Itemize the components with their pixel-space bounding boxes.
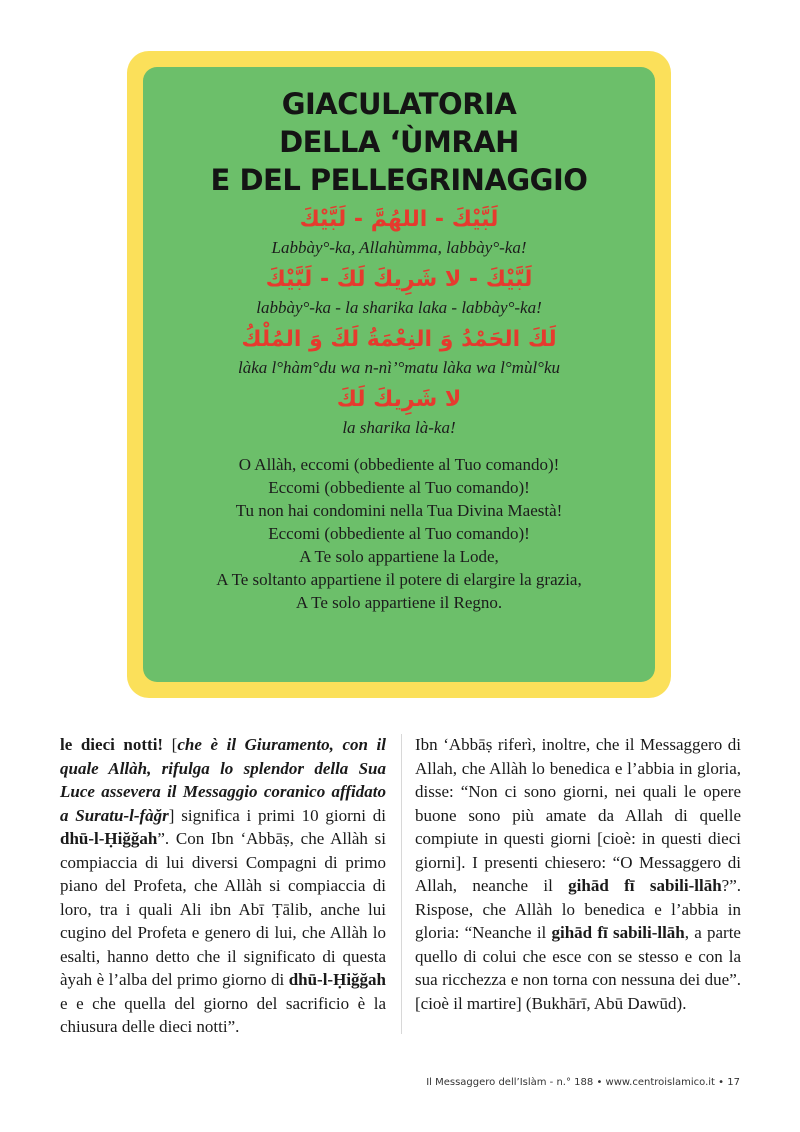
left-text-2: ”. Con Ibn ‘Abbāṣ, che Allàh si compiaccia di lui diversi Compagni di primo piano del Profeta, che Allàh si compiaccia di loro, tra i quali Ali ibn Abī Ṭālib, anche lui cugino del Profeta e genero di lui, che Allàh lo esalti, hanno detto che il significato di questa àyah è l’alba del primo giorno di: [60, 829, 386, 989]
transliteration-2: labbày°-ka - la sharika laka - labbày°-ka!: [256, 298, 542, 317]
arabic-verse-2: لَبَّيْكَ - لا شَرِيكَ لَكَ - لَبَّيْكَ: [265, 267, 533, 292]
page-number: 17: [727, 1077, 740, 1088]
footer-bullet-2: •: [718, 1077, 725, 1088]
title-line-3: E DEL PELLEGRINAGGIO: [210, 163, 588, 197]
left-column: [60, 733, 386, 1039]
transliteration-4: la sharika là-ka!: [342, 418, 456, 437]
right-column: [415, 733, 741, 1015]
left-paragraph: [60, 733, 386, 1039]
translation-line-5: A Te solo appartiene la Lode,: [299, 547, 499, 566]
transliteration-1: Labbày°-ka, Allahùmma, labbày°-ka!: [271, 238, 527, 257]
translation-line-7: A Te solo appartiene il Regno.: [295, 593, 503, 612]
italian-translation: [143, 453, 655, 614]
title-line-1: GIACULATORIA: [281, 87, 517, 121]
title-line-2: DELLA ‘ÙMRAH: [279, 125, 519, 159]
right-text-1: Ibn ‘Abbāṣ riferì, inoltre, che il Messaggero di Allah, che Allàh lo benedica e l’abbia in gloria, disse: “Non ci sono giorni, nei quali le opere buone sono più amate da Allah di quelle compiute in questi giorni [cioè: in questi dieci giorni]. I presenti chiesero: “O Messaggero di Allah, neanche il: [415, 735, 741, 895]
left-text-3: e e che quella del giorno del sacrificio è la chiusura delle dieci notti”.: [60, 993, 386, 1036]
term-dhul-hijjah-2: dhū-l-Ḥiğğah: [288, 970, 386, 989]
prayer-box: [143, 67, 655, 682]
page-footer: [426, 1077, 740, 1088]
right-text-3: , a parte quello di colui che esce con se stesso e con la sua ricchezza e non torna con nessuna dei due”. [cioè il martire] (Bukhārī, Abū Dawūd).: [415, 923, 741, 1013]
translation-line-4: Eccomi (obbediente al Tuo comando)!: [268, 524, 530, 543]
term-gihad-1: gihād fī sabili-llāh: [568, 876, 722, 895]
arabic-verse-1: لَبَّيْكَ - اللهُمَّ - لَبَّيْكَ: [299, 207, 499, 232]
bold-italic-text: che è il Giuramento, con il quale Allàh, rifulga lo splendor della Sua Luce assevera il Messaggio coranico affidato a Suratu-l-fàğr: [60, 735, 387, 825]
right-text-2: ?”. Rispose, che Allàh lo benedica e l’abbia in gloria: “Neanche il: [415, 876, 741, 942]
open-bracket: [: [163, 735, 178, 754]
translation-line-2: Eccomi (obbediente al Tuo comando)!: [268, 478, 530, 497]
arabic-verse-3: لَكَ الحَمْدُ وَ النِعْمَةُ لَكَ وَ المُلْكُ: [241, 327, 557, 352]
transliteration-3: làka l°hàm°du wa n-nì’°matu làka wa l°mùl°ku: [237, 358, 561, 377]
left-text-1: ] significa i primi 10 giorni di: [168, 805, 386, 825]
column-separator: [401, 734, 402, 1034]
right-paragraph: [415, 733, 741, 1015]
translation-line-1: O Allàh, eccomi (obbediente al Tuo comando)!: [238, 455, 560, 474]
lead-bold-text: le dieci notti!: [60, 735, 164, 754]
term-dhul-hijjah-1: dhū-l-Ḥiğğah: [60, 829, 158, 848]
translation-line-3: Tu non hai condomini nella Tua Divina Maestà!: [235, 501, 563, 520]
publication-name: Il Messaggero dell’Islàm - n.° 188: [426, 1077, 594, 1088]
translation-line-6: A Te soltanto appartiene il potere di elargire la grazia,: [216, 570, 582, 589]
arabic-verse-4: لا شَرِيكَ لَكَ: [336, 387, 462, 412]
footer-bullet-1: •: [596, 1077, 603, 1088]
prayer-title: [143, 85, 655, 199]
term-gihad-2: gihād fī sabili-llāh: [551, 923, 685, 942]
website-link[interactable]: www.centroislamico.it: [605, 1077, 715, 1088]
